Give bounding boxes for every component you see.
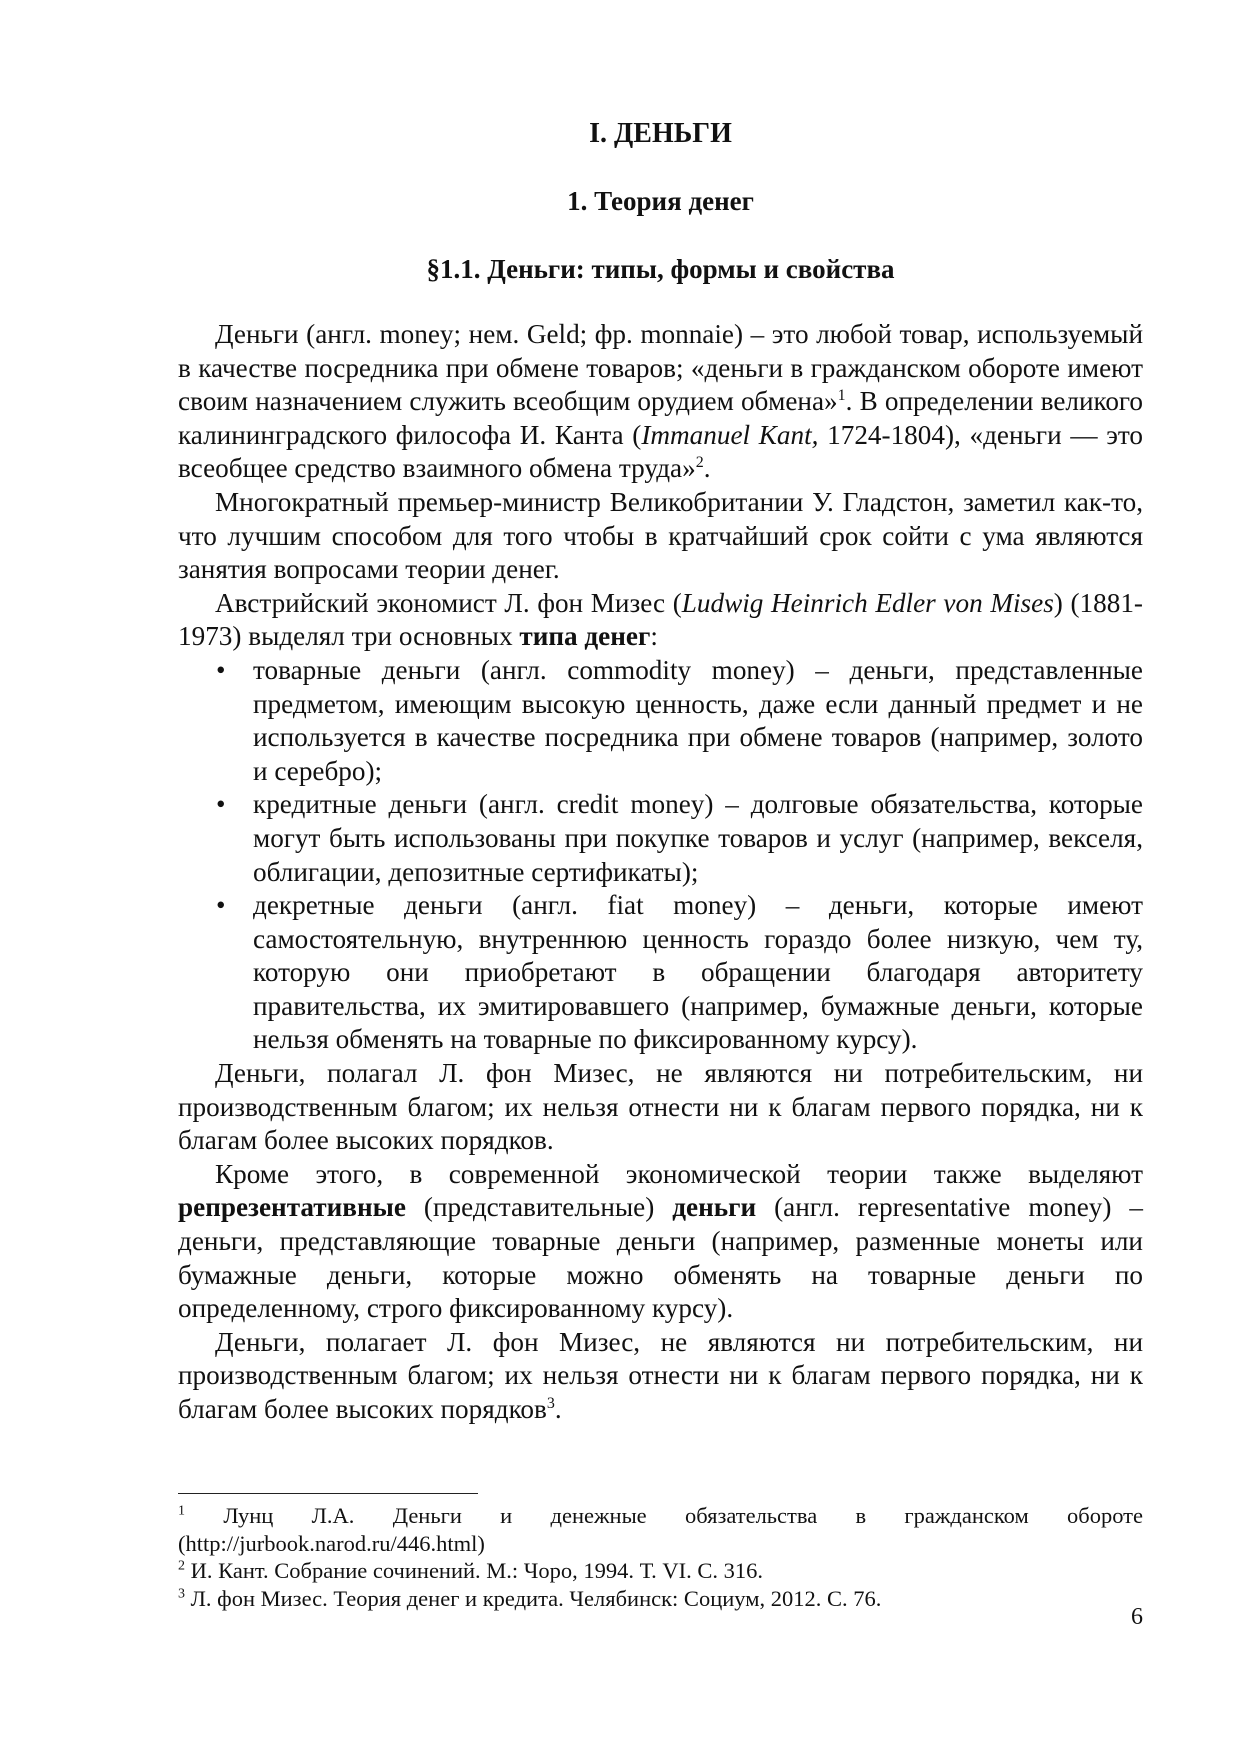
list-item-text: кредитные деньги (англ. credit money) – долговые обязательства, которые могут быть использованы при покупке товаров и услуг (например, векселя, облигации, депозитные сертификаты);	[253, 789, 1143, 887]
footnote-ref-1[interactable]: 1	[837, 387, 846, 405]
paragraph-text: Кроме этого, в современной экономической теории также выделяют	[215, 1158, 1143, 1189]
bullet-icon: •	[216, 654, 226, 685]
paragraph-text: Деньги, полагает Л. фон Мизес, не являются ни потребительским, ни производственным благом; их нельзя отнести ни к благам первого порядка, ни к благам более высоких порядков	[178, 1326, 1143, 1424]
page-number: 6	[1131, 1604, 1143, 1630]
emphasis-money: деньги	[672, 1192, 757, 1223]
list-item	[178, 889, 1143, 1057]
list-item-text: товарные деньги (англ. commodity money) – деньги, представленные предметом, имеющим высокую ценность, даже если данный предмет и не используется в качестве посредника при обмене товаров (например, золото и серебро);	[253, 654, 1143, 786]
paragraph-text: (представительные)	[405, 1192, 673, 1223]
footnote-1	[178, 1502, 1143, 1530]
bullet-icon: •	[216, 789, 226, 820]
footnote-text: И. Кант. Собрание сочинений. М.: Чоро, 1994. Т. VI. С. 316.	[190, 1558, 764, 1583]
paragraph-text: .	[703, 453, 711, 484]
paragraph-mises-goods-2	[178, 1326, 1143, 1427]
bullet-icon: •	[216, 890, 226, 921]
paragraph-text: Деньги (англ. money; нем. Geld; фр. monnaie) – это любой товар, используемый в качестве посредника при обмене товаров; «деньги в гражданском обороте имеют своим назначением служить всеобщим орудием обмена»	[178, 319, 1143, 417]
footnote-1-link	[178, 1530, 1143, 1558]
money-types-list	[178, 654, 1143, 1057]
paragraph-text: .	[554, 1394, 562, 1424]
document-page	[178, 0, 1143, 1754]
paragraph-definition	[178, 318, 1143, 486]
mises-name: Ludwig Heinrich Edler von Mises	[681, 587, 1054, 618]
footnote-url[interactable]: (http://jurbook.narod.ru/446.html)	[178, 1530, 485, 1556]
footnote-mark: 1	[178, 1503, 185, 1519]
footnote-2	[178, 1557, 1143, 1585]
footnote-ref-3[interactable]: 3	[546, 1394, 555, 1412]
footnotes	[178, 1502, 1143, 1612]
footnote-text: Лунц Л.А. Деньги и денежные обязательства в гражданском обороте	[223, 1503, 1144, 1528]
paragraph-text: (англ. representative money) – деньги, представляющие товарные деньги (например, разменные монеты или бумажные деньги, которые можно обменять на товарные деньги по определенному, строго фиксированному курсу).	[178, 1192, 1143, 1324]
list-item-text: декретные деньги (англ. fiat money) – деньги, которые имеют самостоятельную, внутреннюю ценность гораздо более низкую, чем ту, которую они приобретают в обращении благодаря авторитету правительства, их эмитировавшего (например, бумажные деньги, которые нельзя обменять на товарные по фиксированному курсу).	[253, 890, 1143, 1055]
paragraph-representative	[178, 1158, 1143, 1326]
footnote-divider	[178, 1493, 478, 1494]
subsection-title: §1.1. Деньги: типы, формы и свойства	[426, 254, 895, 284]
paragraph-gladstone: Многократный премьер-министр Великобритании У. Гладстон, заметил как-то, что лучшим способом для того чтобы в кратчайший срок сойти с ума являются занятия вопросами теории денег.	[178, 486, 1143, 585]
emphasis-representative: репрезентативные	[178, 1192, 406, 1223]
paragraph-text: 1724-1804), «деньги — это всеобщее средство взаимного обмена труда»	[178, 419, 1143, 484]
paragraph-text: . В определении великого калининградского философа И. Канта (	[178, 386, 1143, 450]
footnote-mark: 3	[178, 1586, 185, 1601]
footnote-ref-2[interactable]: 2	[695, 454, 704, 472]
emphasis-money-types: типа денег	[519, 621, 651, 652]
footnote-3	[178, 1585, 1143, 1613]
body-text	[178, 318, 1143, 1427]
footnote-mark: 2	[178, 1558, 185, 1574]
paragraph-text: Австрийский экономист Л. фон Мизес (	[215, 587, 682, 618]
paragraph-text: :	[650, 621, 658, 652]
footnote-text: Л. фон Мизес. Теория денег и кредита. Челябинск: Социум, 2012. С. 76.	[190, 1585, 882, 1611]
paragraph-mises-types	[178, 587, 1143, 654]
kant-name: Immanuel Kant,	[641, 419, 819, 450]
section-title: 1. Теория денег	[567, 186, 754, 216]
list-item	[178, 788, 1143, 889]
chapter-title: I. ДЕНЬГИ	[589, 118, 732, 149]
list-item	[178, 654, 1143, 788]
paragraph-text: ) (1881-1973) выделял три основных	[178, 587, 1143, 652]
paragraph-mises-goods: Деньги, полагал Л. фон Мизес, не являются ни потребительским, ни производственным благом; их нельзя отнести ни к благам первого порядка, ни к благам более высоких порядков.	[178, 1058, 1143, 1156]
